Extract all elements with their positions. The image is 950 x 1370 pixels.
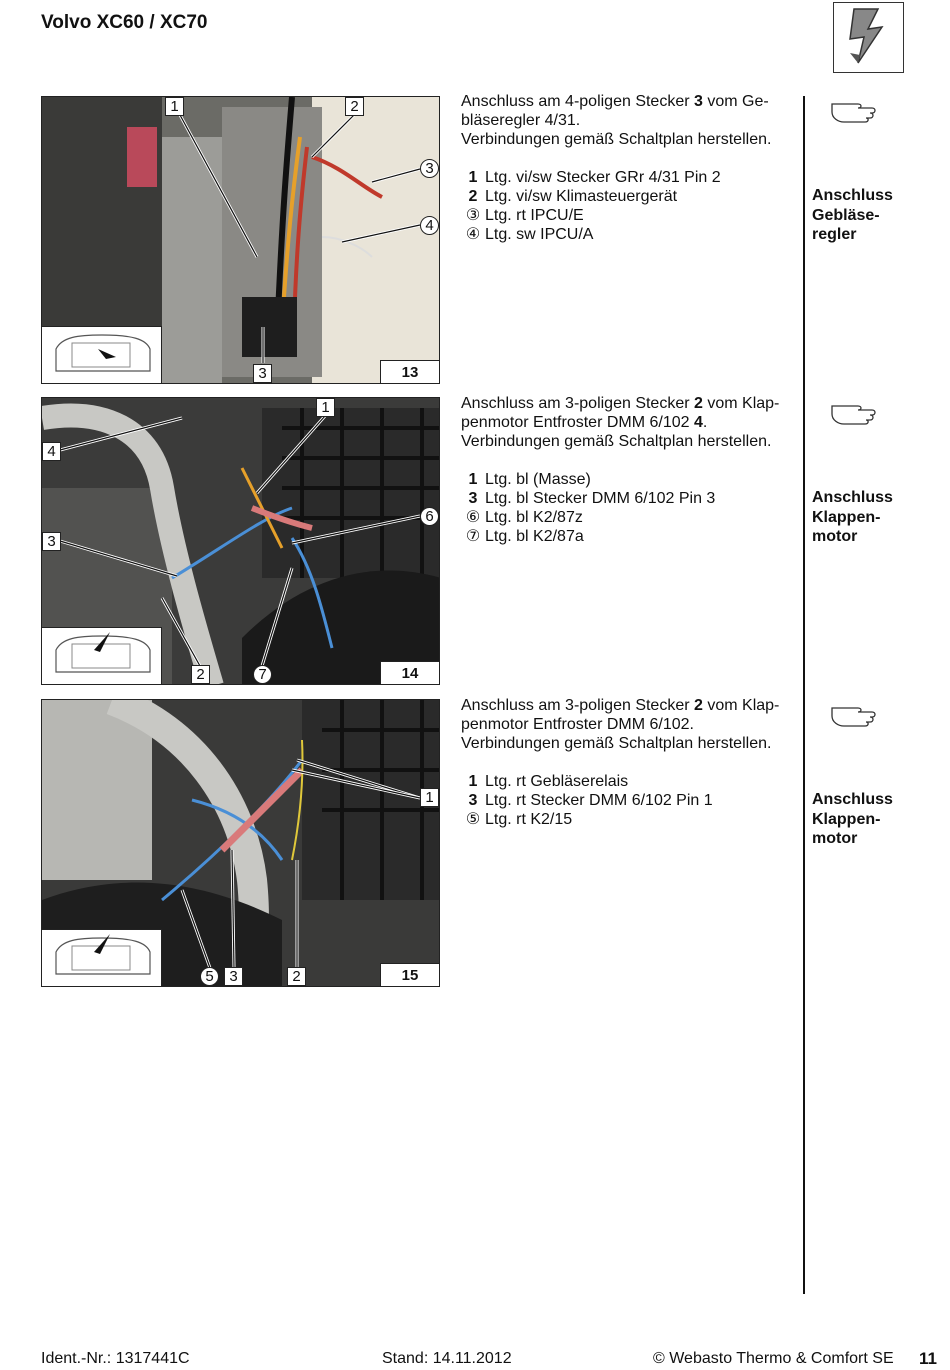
car-outline-icon bbox=[42, 628, 161, 684]
car-location-diagram bbox=[41, 929, 162, 987]
callout-3-circled: 3 bbox=[420, 159, 439, 178]
footer-date: Stand: 14.11.2012 bbox=[382, 1350, 512, 1367]
pointing-hand-icon bbox=[828, 94, 884, 124]
callout-2: 2 bbox=[345, 97, 364, 116]
pointing-hand-icon bbox=[828, 396, 884, 426]
item-list bbox=[461, 470, 801, 546]
side-label-line: regler bbox=[812, 226, 857, 243]
desc-text: Anschluss am 3-poligen Stecker bbox=[461, 395, 694, 412]
desc-bold: 2 bbox=[694, 697, 703, 714]
photo-figure-14 bbox=[41, 397, 440, 685]
callout-1: 1 bbox=[316, 398, 335, 417]
item-list bbox=[461, 772, 801, 829]
list-item: 1 Ltg. rt Gebläserelais bbox=[468, 773, 629, 790]
car-location-diagram bbox=[41, 326, 162, 384]
circled-marker: ⑦ bbox=[465, 528, 481, 545]
callout-6-circled: 6 bbox=[420, 507, 439, 526]
photo-figure-15 bbox=[41, 699, 440, 987]
desc-line: penmotor Entfroster DMM 6/102. bbox=[461, 716, 694, 733]
document-title: Volvo XC60 / XC70 bbox=[41, 12, 208, 33]
page-number: 11 bbox=[919, 1349, 937, 1368]
side-label-line: motor bbox=[812, 528, 858, 545]
list-item: 3 Ltg. bl Stecker DMM 6/102 Pin 3 bbox=[468, 490, 716, 507]
side-label-line: Anschluss bbox=[812, 187, 893, 204]
circled-marker: ④ bbox=[465, 226, 481, 243]
callout-3: 3 bbox=[253, 364, 272, 383]
list-item: 3 Ltg. rt Stecker DMM 6/102 Pin 1 bbox=[468, 792, 713, 809]
desc-line: bläseregler 4/31. bbox=[461, 112, 581, 129]
vertical-rule bbox=[803, 96, 805, 1294]
circled-marker: ③ bbox=[465, 207, 481, 224]
figure-number: 13 bbox=[380, 360, 440, 384]
footer-copyright: © Webasto Thermo & Comfort SE bbox=[653, 1350, 894, 1367]
callout-2: 2 bbox=[287, 967, 306, 986]
side-note-figure-14 bbox=[812, 396, 932, 547]
circled-marker: ⑥ bbox=[465, 509, 481, 526]
figure-15-description bbox=[461, 696, 801, 829]
photo-figure-13 bbox=[41, 96, 440, 384]
desc-text: vom Ge- bbox=[702, 93, 769, 110]
desc-bold: 3 bbox=[694, 93, 703, 110]
callout-2: 2 bbox=[191, 665, 210, 684]
side-label-line: Anschluss bbox=[812, 489, 893, 506]
list-item: ④ Ltg. sw IPCU/A bbox=[461, 225, 801, 244]
figure-number: 14 bbox=[380, 661, 440, 685]
car-location-diagram bbox=[41, 627, 162, 685]
callout-3: 3 bbox=[42, 532, 61, 551]
list-item: 1 Ltg. vi/sw Stecker GRr 4/31 Pin 2 bbox=[468, 169, 721, 186]
desc-text: . bbox=[702, 414, 708, 431]
desc-text: vom Klap- bbox=[702, 395, 780, 412]
callout-1: 1 bbox=[420, 788, 439, 807]
desc-line: Verbindungen gemäß Schaltplan herstellen. bbox=[461, 433, 772, 450]
desc-bold: 4 bbox=[693, 414, 703, 431]
desc-text: penmotor Entfroster DMM 6/102 bbox=[461, 414, 694, 431]
car-outline-icon bbox=[42, 327, 161, 383]
list-item: ③ Ltg. rt IPCU/E bbox=[461, 206, 801, 225]
lightning-bolt-icon bbox=[833, 2, 904, 73]
desc-line: Verbindungen gemäß Schaltplan herstellen. bbox=[461, 131, 772, 148]
pointing-hand-icon bbox=[828, 698, 884, 728]
callout-1: 1 bbox=[165, 97, 184, 116]
callout-7-circled: 7 bbox=[253, 665, 272, 684]
desc-line: Verbindungen gemäß Schaltplan herstellen. bbox=[461, 735, 772, 752]
side-label-line: Gebläse- bbox=[812, 206, 880, 224]
list-item: 1 Ltg. bl (Masse) bbox=[468, 471, 591, 488]
callout-3: 3 bbox=[224, 967, 243, 986]
car-outline-icon bbox=[42, 930, 161, 986]
circled-marker: ⑤ bbox=[465, 811, 481, 828]
side-note-figure-15 bbox=[812, 698, 932, 849]
desc-text: Anschluss am 4-poligen Stecker bbox=[461, 93, 694, 110]
desc-text: Anschluss am 3-poligen Stecker bbox=[461, 697, 694, 714]
side-label-line: Klappen- bbox=[812, 810, 881, 828]
callout-4-circled: 4 bbox=[420, 216, 439, 235]
figure-number: 15 bbox=[380, 963, 440, 987]
list-item: ⑤ Ltg. rt K2/15 bbox=[461, 810, 801, 829]
figure-14-description bbox=[461, 394, 801, 546]
side-label-line: Anschluss bbox=[812, 791, 893, 808]
side-label-line: motor bbox=[812, 830, 858, 847]
footer-ident: Ident.-Nr.: 1317441C bbox=[41, 1350, 190, 1367]
side-note-figure-13 bbox=[812, 94, 932, 245]
callout-5-circled: 5 bbox=[200, 967, 219, 986]
callout-4: 4 bbox=[42, 442, 61, 461]
item-list bbox=[461, 168, 801, 244]
desc-bold: 2 bbox=[694, 395, 703, 412]
desc-text: vom Klap- bbox=[702, 697, 780, 714]
list-item: 2 Ltg. vi/sw Klimasteuergerät bbox=[468, 188, 678, 205]
side-label-line: Klappen- bbox=[812, 508, 881, 526]
figure-13-description bbox=[461, 92, 801, 244]
list-item: ⑦ Ltg. bl K2/87a bbox=[461, 527, 801, 546]
list-item: ⑥ Ltg. bl K2/87z bbox=[461, 508, 801, 527]
